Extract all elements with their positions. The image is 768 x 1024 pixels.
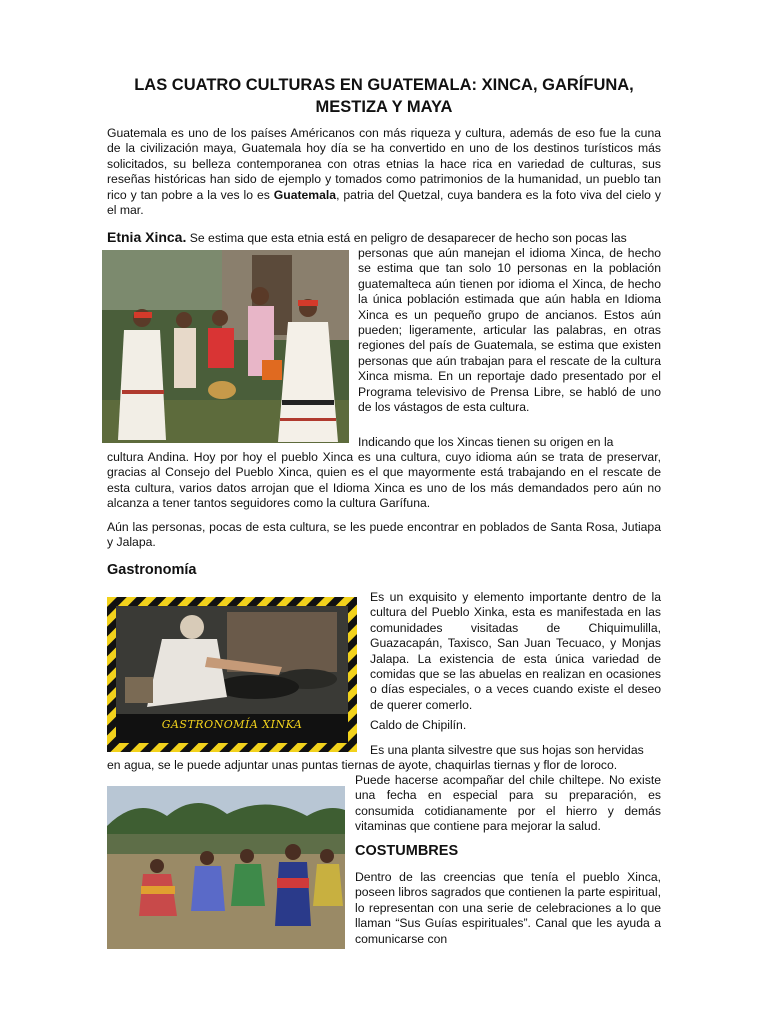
caldo-de-chipilin: Caldo de Chipilín. [370, 718, 467, 732]
planta-rest-text: Puede hacerse acompañar del chile chiltepe. No existe una fecha en especial para su preparación, es consumida cotidianamente por el hierro y demás vitaminas que contiene para mejorar la salud. [355, 773, 661, 834]
xinca-first-line-text: Se estima que esta etnia está en peligro de desaparecer de hecho son pocas las [186, 231, 627, 245]
planta-second-line: en agua, se le puede adjuntar unas puntas tiernas de ayote, chaquirlas tiernas y flor de loroco. [107, 758, 618, 772]
xinca-para2-text: cultura Andina. Hoy por hoy el pueblo Xinca es una cultura, cuyo idioma aún se trata de preservar, gracias al Consejo del Pueblo Xinca, quien es el que mayormente está trabajando en el rescate de esta cultura, varios datos arrojan que el Idioma Xinca es uno de los más demandados pero aún no alcanza a tener tantos seguidores como la cultura Garífuna. [107, 450, 661, 511]
costumbres-text: Dentro de las creencias que tenía el pueblo Xinca, poseen libros sagrados que contienen la parte espiritual, lo representan con una serie de celebraciones a lo que llaman “Sus Guías espirituales”. Canal que les ayuda a comunicarse con [355, 870, 661, 946]
intro-bold-guatemala: Guatemala [273, 187, 337, 202]
xinca-women-dancing-photo [102, 250, 349, 443]
gastronomia-para1: Es un exquisito y elemento importante dentro de la cultura del Pueblo Xinka, esta es manifestada en las comunidades visitadas de Chiquimulilla, Guazacapán, Taxisco, San Juan Tecuaco, y Monjas Jalapa. La existencia de esta única variedad de comidas que se las abuelas en realizan en ocasiones o días especiales, o a veces cuando existe el deseo de querer comerlo. [370, 590, 661, 712]
intro-paragraph [107, 126, 661, 218]
costumbres-heading: COSTUMBRES [355, 843, 459, 859]
planta-first-line: Es una planta silvestre que sus hojas son hervidas [370, 743, 644, 757]
document-title: LAS CUATRO CULTURAS EN GUATEMALA: XINCA, GARÍFUNA, MESTIZA Y MAYA [134, 76, 634, 116]
intro-text: Guatemala es uno de los países Américanos con más riqueza y cultura, además de eso fue la cuna de la civilización maya, Guatemala hoy día se ha convertido en uno de los destinos turísticos más solicitados, su belleza contemporanea con otras etnias la hace rica en variedad de culturas, sus reseñas históricas han sido de ejemplo y tomados como patrimonios de la humanidad, un pueblo tan rico y tan pobre a la ves lo es [107, 126, 661, 202]
gastronomia-xinka-photo [107, 597, 357, 752]
gastronomia-photo-caption: GASTRONOMÍA XINKA [161, 718, 303, 731]
xinca-para2-first-line: Indicando que los Xincas tienen su origen en la [358, 435, 614, 449]
xinca-first-line [107, 230, 661, 246]
xinca-heading: Etnia Xinca. [107, 229, 187, 245]
ceremony-photo [107, 786, 345, 949]
xinca-para3-text: Aún las personas, pocas de esta cultura, se les puede encontrar en poblados de Santa Rosa, Jutiapa y Jalapa. [107, 520, 661, 550]
xinca-beside-photo-text: personas que aún manejan el idioma Xinca, de hecho se estima que tan solo 10 personas en la población guatemalteca aún tienen por idioma el Xinca, de hecho la única población estimada que aún habla en Idioma Xinca es un pequeño grupo de ancianos. Estos aún pueden; ligeramente, articular las palabras, en otras regiones del país de Guatemala, se estima que existen personas que aún trabajan para el rescate de la cultura Xinca misma. En un reportaje dado presentado por el Programa televisivo de Prensa Libre, se habló de uno de los vástagos de esta cultura. [358, 246, 661, 415]
intro-text-end: , patria del Quetzal, cuya bandera es la foto viva del cielo y el mar. [107, 187, 661, 218]
gastronomia-heading: Gastronomía [107, 562, 197, 578]
